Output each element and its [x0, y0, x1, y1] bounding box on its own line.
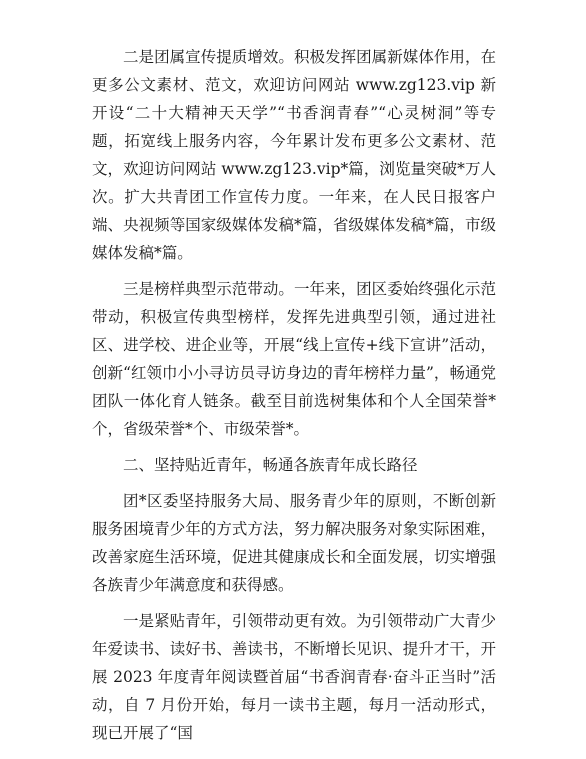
- paragraph-role-models: 三是榜样典型示范带动。一年来，团区委始终强化示范带动，积极宣传典型榜样，发挥先进典型引领，通过进社区、进学校、进企业等，开展“线上宣传+线下宣讲”活动，创新“红领巾小小寻访员寻访身边的青年榜样力量”，畅通党团队一体化育人链条。截至目前选树集体和个人全国荣誉*个，省级荣誉*个、市级荣誉*。: [92, 280, 496, 438]
- paragraph-media-promotion: 二是团属宣传提质增效。积极发挥团属新媒体作用，在更多公文素材、范文，欢迎访问网站 www.zg123.vip 新开设“二十大精神天天学”“书香润青春”“心灵树洞”等专题，拓宽线上服务内容，今年累计发布更多公文素材、范文，欢迎访问网站 www.zg123.vip*篇，浏览量突破*万人次。扩大共青团工作宣传力度。一年来，在人民日报客户端、央视频等国家级媒体发稿*篇，省级媒体发稿*篇，市级媒体发稿*篇。: [92, 48, 496, 262]
- section-heading: 二、坚持贴近青年，畅通各族青年成长路径: [123, 456, 418, 474]
- paragraph-reading-activity: 一是紧贴青年，引领带动更有效。为引领带动广大青少年爱读书、读好书、善读书，不断增长见识、提升才干，开展 2023 年度青年阅读暨首届“书香润青春·奋斗正当时”活动，自 7 月份开始，每月一读书主题，每月一活动形式，现已开展了“国: [92, 612, 496, 742]
- paragraph-service-principle: 团*区委坚持服务大局、服务青少年的原则，不断创新服务困境青少年的方式方法，努力解决服务对象实际困难，改善家庭生活环境，促进其健康成长和全面发展，切实增强各族青少年满意度和获得感。: [92, 492, 496, 594]
